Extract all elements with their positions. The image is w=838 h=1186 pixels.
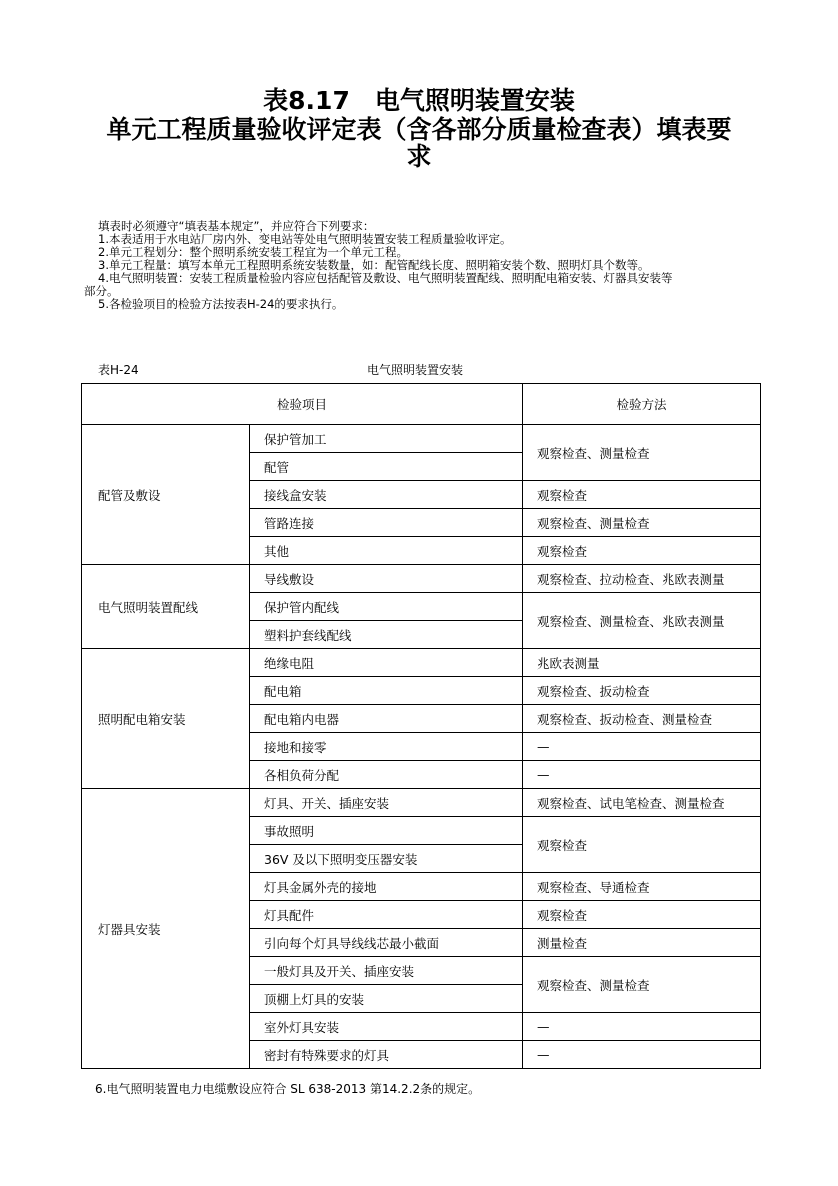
item-cell: 导线敷设 (250, 565, 523, 593)
method-cell: 观察检查、扳动检查 (523, 677, 761, 705)
item-cell: 绝缘电阻 (250, 649, 523, 677)
table-row (82, 565, 761, 593)
item-cell: 灯具、开关、插座安装 (250, 789, 523, 817)
method-cell: — (523, 1041, 761, 1069)
item-cell: 事故照明 (250, 817, 523, 845)
table-row (82, 789, 761, 817)
method-cell: 观察检查、拉动检查、兆欧表测量 (523, 565, 761, 593)
title-line-1: 表8.17 电气照明装置安装 (263, 86, 575, 115)
method-cell: 测量检查 (523, 929, 761, 957)
item-cell: 配电箱内电器 (250, 705, 523, 733)
note-item-1: 1.本表适用于水电站厂房内外、变电站等处电气照明装置安装工程质量验收评定。 (98, 232, 512, 246)
method-cell: — (523, 1013, 761, 1041)
item-cell: 接线盒安装 (250, 481, 523, 509)
table-caption: 电气照明装置安装 (367, 363, 464, 377)
method-cell: 观察检查、试电笔检查、测量检查 (523, 789, 761, 817)
method-cell: 兆欧表测量 (523, 649, 761, 677)
method-cell: 观察检查、测量检查、兆欧表测量 (523, 593, 761, 649)
item-cell: 管路连接 (250, 509, 523, 537)
method-cell: 观察检查、扳动检查、测量检查 (523, 705, 761, 733)
method-cell: 观察检查 (523, 901, 761, 929)
method-cell: — (523, 733, 761, 761)
title-line-2: 单元工程质量验收评定表（含各部分质量检查表）填表要 (106, 115, 732, 144)
table-row (82, 649, 761, 677)
note-item-4a: 4.电气照明装置：安装工程质量检验内容应包括配管及敷设、电气照明装置配线、照明配电箱安装、灯器具安装等 (98, 271, 673, 285)
item-cell: 灯具金属外壳的接地 (250, 873, 523, 901)
item-cell: 配电箱 (250, 677, 523, 705)
item-cell: 保护管内配线 (250, 593, 523, 621)
category-cell: 配管及敷设 (82, 425, 250, 565)
item-cell: 灯具配件 (250, 901, 523, 929)
header-inspection-item: 检验项目 (82, 384, 523, 425)
note-item-3: 3.单元工程量：填写本单元工程照明系统安装数量，如：配管配线长度、照明箱安装个数、照明灯具个数等。 (98, 258, 650, 272)
method-cell: 观察检查 (523, 817, 761, 873)
method-cell: 观察检查、测量检查 (523, 509, 761, 537)
note-item-5: 5.各检验项目的检验方法按表H-24的要求执行。 (98, 297, 344, 311)
note-item-2: 2.单元工程划分：整个照明系统安装工程宜为一个单元工程。 (98, 245, 408, 259)
method-cell: 观察检查 (523, 481, 761, 509)
note-item-4b: 部分。 (84, 284, 119, 298)
method-cell: 观察检查、测量检查 (523, 425, 761, 481)
item-cell: 36V 及以下照明变压器安装 (250, 845, 523, 873)
item-cell: 配管 (250, 453, 523, 481)
item-cell: 塑料护套线配线 (250, 621, 523, 649)
item-cell: 顶棚上灯具的安装 (250, 985, 523, 1013)
table-body (82, 425, 761, 1069)
category-cell: 电气照明装置配线 (82, 565, 250, 649)
method-cell: — (523, 761, 761, 789)
method-cell: 观察检查、测量检查 (523, 957, 761, 1013)
item-cell: 保护管加工 (250, 425, 523, 453)
header-inspection-method: 检验方法 (523, 384, 761, 425)
notes-intro: 填表时必须遵守“填表基本规定”，并应符合下列要求： (98, 219, 375, 233)
item-cell: 一般灯具及开关、插座安装 (250, 957, 523, 985)
title-line-3: 求 (406, 142, 432, 171)
table-id-label: 表H-24 (98, 363, 139, 377)
category-cell: 灯器具安装 (82, 789, 250, 1069)
item-cell: 其他 (250, 537, 523, 565)
item-cell: 各相负荷分配 (250, 761, 523, 789)
item-cell: 接地和接零 (250, 733, 523, 761)
method-cell: 观察检查 (523, 537, 761, 565)
table-row (82, 425, 761, 453)
category-cell: 照明配电箱安装 (82, 649, 250, 789)
table-header-row (82, 384, 761, 425)
item-cell: 室外灯具安装 (250, 1013, 523, 1041)
inspection-table (81, 383, 761, 1069)
item-cell: 密封有特殊要求的灯具 (250, 1041, 523, 1069)
item-cell: 引向每个灯具导线线芯最小截面 (250, 929, 523, 957)
method-cell: 观察检查、导通检查 (523, 873, 761, 901)
footer-note: 6.电气照明装置电力电缆敷设应符合 SL 638-2013 第14.2.2条的规定。 (95, 1082, 481, 1096)
